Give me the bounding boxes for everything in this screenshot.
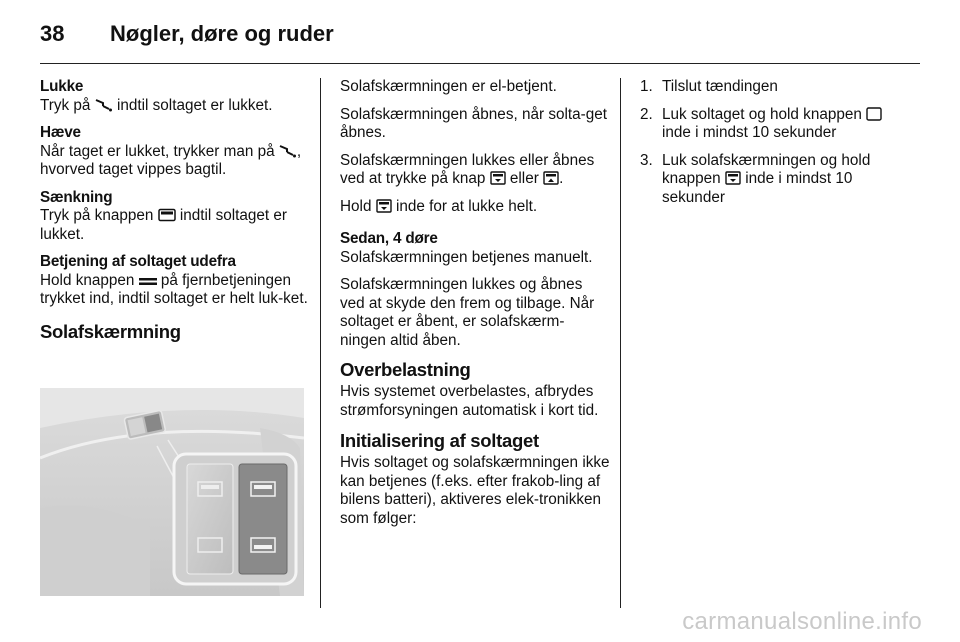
section-heading-solafskaermning: Solafskærmning — [40, 320, 181, 342]
paragraph: Hold inde for at lukke helt. — [340, 197, 538, 215]
sunshade-close-icon — [490, 171, 506, 185]
page-number: 38 — [40, 21, 65, 46]
paragraph-haeve: Hæve Når taget er lukket, trykker man på , hvorved taget vippes bagtil. — [40, 124, 308, 180]
sunroof-close-icon — [866, 107, 882, 121]
subheading-udefra: Betjening af soltaget udefra — [40, 253, 236, 270]
column-2 — [340, 78, 610, 537]
sunroof-tilt-icon — [95, 97, 113, 112]
subheading-saenkning: Sænkning — [40, 188, 113, 206]
paragraph-udefra: Betjening af soltaget udefra Hold knappen på fjernbetjeningen trykket ind, indtil soltaget er helt luk-ket. — [40, 253, 308, 307]
column-divider — [620, 78, 621, 608]
column-divider — [320, 78, 321, 608]
paragraph: Solafskærmningen lukkes og åbnes ved at skyde den frem og tilbage. Når soltaget er åbent, er solafskærm-ningen altid åben. — [340, 276, 595, 349]
header-rule — [40, 63, 920, 64]
sunroof-switch-illustration — [40, 388, 304, 596]
subheading-haeve: Hæve — [40, 124, 81, 141]
page-header — [40, 14, 334, 54]
list-item: 3. Luk solafskærmningen og hold knappen inde i mindst 10 sekunder — [640, 151, 871, 206]
column-1 — [40, 78, 308, 355]
paragraph-saenkning: Sænkning Tryk på knappen indtil soltaget er lukket. — [40, 189, 308, 245]
remote-close-icon — [139, 277, 157, 287]
paragraph: Solafskærmningen åbnes, når solta-get åbnes. — [340, 105, 607, 141]
steps-list — [640, 78, 910, 207]
section-heading-initialisering: Initialisering af soltaget — [340, 430, 539, 451]
paragraph-lukke: Lukke Tryk på indtil soltaget er lukket. — [40, 78, 308, 115]
paragraph-sedan: Sedan, 4 døre Solafskærmningen betjenes manuelt. — [340, 230, 610, 267]
paragraph: Solafskærmningen er el-betjent. — [340, 78, 557, 95]
watermark: carmanualsonline.info — [682, 608, 922, 635]
subheading-lukke: Lukke — [40, 78, 84, 95]
sunshade-close-icon — [376, 199, 392, 213]
paragraph: Hvis soltaget og solafskærmningen ikke kan betjenes (f.eks. efter frakob-ling af bilens batteri), aktiveres elek-tronikken som følger: — [340, 454, 610, 527]
subheading-sedan: Sedan, 4 døre — [340, 230, 438, 247]
sunshade-close-icon — [725, 171, 741, 185]
page-title: Nøgler, døre og ruder — [110, 21, 334, 46]
section-heading-overbelastning: Overbelastning — [340, 359, 471, 380]
sunroof-tilt-icon — [279, 143, 297, 158]
column-3 — [640, 78, 910, 216]
list-item: 2. Luk soltaget og hold knappen inde i mindst 10 sekunder — [640, 106, 910, 143]
list-item: 1. Tilslut tændingen — [640, 78, 778, 95]
paragraph: Solafskærmningen lukkes eller åbnes ved at trykke på knap eller . — [340, 151, 595, 187]
sunroof-open-icon — [158, 208, 176, 222]
paragraph: Hvis systemet overbelastes, afbrydes strømforsyningen automatisk i kort tid. — [340, 383, 599, 419]
sunshade-open-icon — [543, 171, 559, 185]
